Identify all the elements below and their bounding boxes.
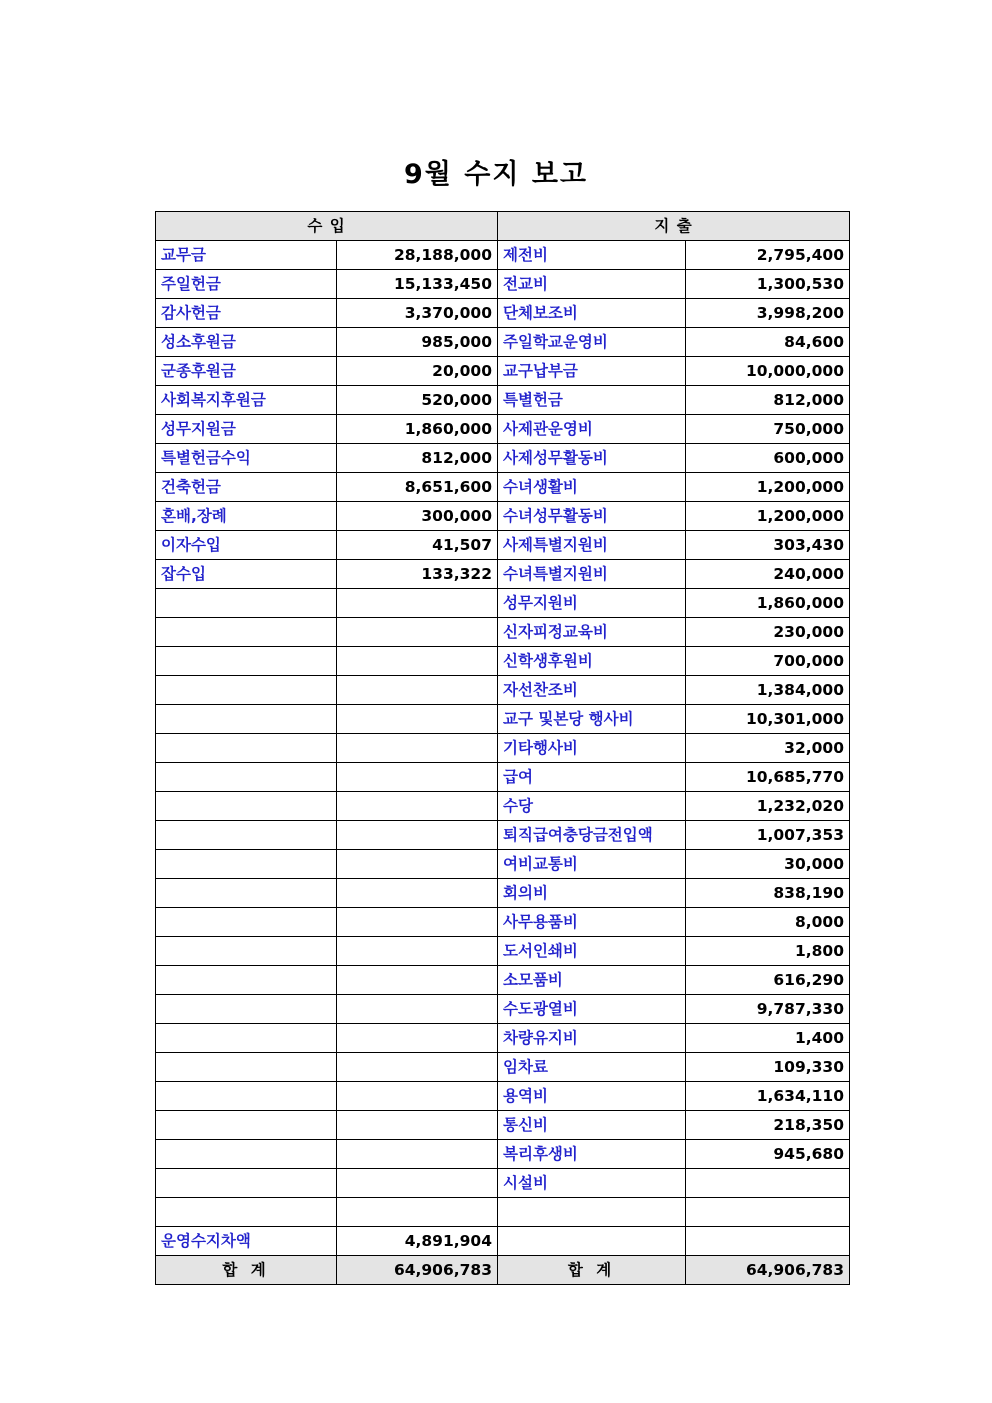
income-item-label: 주일헌금 [156,270,337,299]
expense-item-value: 240,000 [686,560,850,589]
table-row [156,647,850,676]
balance-expense-value [686,1227,850,1256]
income-item-value: 8,651,600 [337,473,498,502]
expense-item-value: 30,000 [686,850,850,879]
income-item-value [337,792,498,821]
expense-item-value: 1,200,000 [686,473,850,502]
income-item-label [156,1140,337,1169]
income-item-label: 감사헌금 [156,299,337,328]
income-item-value: 300,000 [337,502,498,531]
income-item-label [156,734,337,763]
income-item-label [156,821,337,850]
expense-item-value: 1,800 [686,937,850,966]
expense-item-label: 자선찬조비 [498,676,686,705]
expense-item-value: 1,200,000 [686,502,850,531]
table-row [156,734,850,763]
expense-item-label: 교구납부금 [498,357,686,386]
expense-item-label: 주일학교운영비 [498,328,686,357]
expense-item-label: 회의비 [498,879,686,908]
expense-item-label: 수녀성무활동비 [498,502,686,531]
income-item-label: 혼배,장례 [156,502,337,531]
expense-item-label: 신학생후원비 [498,647,686,676]
balance-row [156,1227,850,1256]
expense-item-label: 수녀특별지원비 [498,560,686,589]
income-item-value: 520,000 [337,386,498,415]
table-row [156,444,850,473]
table-row [156,531,850,560]
expense-item-value: 32,000 [686,734,850,763]
income-item-value: 20,000 [337,357,498,386]
income-item-label: 성무지원금 [156,415,337,444]
balance-expense-label [498,1227,686,1256]
income-item-value [337,676,498,705]
table-row [156,966,850,995]
table-row [156,560,850,589]
income-item-value [337,647,498,676]
income-item-label [156,1198,337,1227]
expense-item-label: 퇴직급여충당금전입액 [498,821,686,850]
table-row [156,763,850,792]
table-row [156,1140,850,1169]
income-item-label: 특별헌금수익 [156,444,337,473]
expense-item-label: 수당 [498,792,686,821]
income-item-value [337,589,498,618]
income-item-value [337,1169,498,1198]
expense-item-value [686,1169,850,1198]
income-item-label: 잡수입 [156,560,337,589]
table-row [156,386,850,415]
income-item-label [156,1053,337,1082]
table-row [156,1198,850,1227]
income-item-label [156,1169,337,1198]
income-section-header: 수 입 [156,212,498,241]
income-item-label: 이자수입 [156,531,337,560]
expense-item-value: 8,000 [686,908,850,937]
expense-item-value: 812,000 [686,386,850,415]
table-row [156,1024,850,1053]
expense-item-value: 3,998,200 [686,299,850,328]
expense-item-value: 303,430 [686,531,850,560]
expense-item-label [498,1198,686,1227]
income-item-label [156,879,337,908]
income-item-label [156,676,337,705]
table-row [156,1169,850,1198]
expense-item-value: 750,000 [686,415,850,444]
table-body [156,241,850,1227]
income-item-value [337,821,498,850]
expense-item-value: 1,232,020 [686,792,850,821]
header-row [156,212,850,241]
expense-item-value [686,1198,850,1227]
table-row [156,618,850,647]
expense-item-value: 1,384,000 [686,676,850,705]
expense-item-label: 통신비 [498,1111,686,1140]
table-row [156,1111,850,1140]
expense-item-label: 수녀생활비 [498,473,686,502]
table-row [156,299,850,328]
table-row [156,270,850,299]
income-item-value [337,995,498,1024]
expense-item-label: 사제성무활동비 [498,444,686,473]
income-item-label [156,908,337,937]
expense-item-label: 특별헌금 [498,386,686,415]
expense-item-value: 1,007,353 [686,821,850,850]
table-row [156,995,850,1024]
expense-item-value: 1,634,110 [686,1082,850,1111]
table-row [156,937,850,966]
expense-item-label: 도서인쇄비 [498,937,686,966]
expense-item-value: 9,787,330 [686,995,850,1024]
income-item-value: 1,860,000 [337,415,498,444]
table-row [156,589,850,618]
table-row [156,1082,850,1111]
expense-item-label: 신자피정교육비 [498,618,686,647]
income-item-value [337,1140,498,1169]
expense-item-label: 성무지원비 [498,589,686,618]
income-item-label [156,966,337,995]
table-row [156,705,850,734]
income-item-value [337,908,498,937]
income-item-label [156,995,337,1024]
table-row [156,1053,850,1082]
expense-item-value: 2,795,400 [686,241,850,270]
income-item-value [337,850,498,879]
income-item-label: 건축헌금 [156,473,337,502]
expense-item-label: 교구 및본당 행사비 [498,705,686,734]
expense-item-label: 수도광열비 [498,995,686,1024]
table-row [156,473,850,502]
expense-item-value: 10,301,000 [686,705,850,734]
income-item-label: 교무금 [156,241,337,270]
expense-item-label: 여비교통비 [498,850,686,879]
income-item-label [156,1111,337,1140]
income-item-value [337,1198,498,1227]
expense-item-label: 용역비 [498,1082,686,1111]
income-total-value: 64,906,783 [337,1256,498,1285]
income-item-label [156,1024,337,1053]
operating-balance-value: 4,891,904 [337,1227,498,1256]
income-item-value: 3,370,000 [337,299,498,328]
expense-item-label: 단체보조비 [498,299,686,328]
income-item-value: 41,507 [337,531,498,560]
operating-balance-label: 운영수지차액 [156,1227,337,1256]
expense-item-label: 기타행사비 [498,734,686,763]
expense-item-value: 945,680 [686,1140,850,1169]
income-item-label [156,589,337,618]
table-row [156,241,850,270]
expense-item-value: 230,000 [686,618,850,647]
income-item-label: 군종후원금 [156,357,337,386]
expense-item-value: 218,350 [686,1111,850,1140]
income-item-label [156,705,337,734]
table-row [156,415,850,444]
table-row [156,502,850,531]
table-row [156,821,850,850]
expense-item-label: 시설비 [498,1169,686,1198]
income-item-value [337,618,498,647]
expense-item-label: 전교비 [498,270,686,299]
expense-item-label: 복리후생비 [498,1140,686,1169]
expense-total-value: 64,906,783 [686,1256,850,1285]
expense-section-header: 지 출 [498,212,850,241]
income-item-value [337,734,498,763]
income-item-value: 28,188,000 [337,241,498,270]
income-item-label [156,792,337,821]
expense-item-value: 109,330 [686,1053,850,1082]
income-item-label [156,647,337,676]
expense-item-label: 소모품비 [498,966,686,995]
income-item-value [337,937,498,966]
table-footer [156,1227,850,1285]
table-row [156,328,850,357]
income-item-label [156,850,337,879]
expense-item-value: 10,685,770 [686,763,850,792]
table-row [156,792,850,821]
table-row [156,879,850,908]
income-item-value [337,1053,498,1082]
table-row [156,676,850,705]
expense-item-label: 사제특별지원비 [498,531,686,560]
income-item-label: 사회복지후원금 [156,386,337,415]
expense-item-value: 1,400 [686,1024,850,1053]
table-row [156,850,850,879]
expense-item-label: 사제관운영비 [498,415,686,444]
expense-item-label: 제전비 [498,241,686,270]
expense-item-label: 급여 [498,763,686,792]
income-item-label [156,763,337,792]
income-item-label [156,1082,337,1111]
grand-total-row [156,1256,850,1285]
income-item-label: 성소후원금 [156,328,337,357]
income-item-value: 133,322 [337,560,498,589]
income-item-value [337,705,498,734]
income-item-value [337,1024,498,1053]
income-expense-ledger-table [155,211,850,1285]
expense-item-label: 임차료 [498,1053,686,1082]
expense-item-value: 10,000,000 [686,357,850,386]
table-row [156,357,850,386]
expense-item-value: 84,600 [686,328,850,357]
income-item-value [337,1111,498,1140]
expense-item-value: 1,860,000 [686,589,850,618]
income-item-value [337,763,498,792]
income-item-value: 15,133,450 [337,270,498,299]
expense-item-label: 차량유지비 [498,1024,686,1053]
income-item-value: 985,000 [337,328,498,357]
expense-item-value: 838,190 [686,879,850,908]
income-item-value [337,966,498,995]
income-item-label [156,618,337,647]
expense-item-label: 사무용품비 [498,908,686,937]
expense-item-value: 616,290 [686,966,850,995]
income-item-label [156,937,337,966]
income-total-label: 합 계 [156,1256,337,1285]
page-title: 9월 수지 보고 [404,159,588,190]
income-item-value [337,1082,498,1111]
table-row [156,908,850,937]
expense-item-value: 700,000 [686,647,850,676]
expense-item-value: 1,300,530 [686,270,850,299]
expense-item-value: 600,000 [686,444,850,473]
income-item-value [337,879,498,908]
table-header [156,212,850,241]
income-item-value: 812,000 [337,444,498,473]
expense-total-label: 합 계 [498,1256,686,1285]
